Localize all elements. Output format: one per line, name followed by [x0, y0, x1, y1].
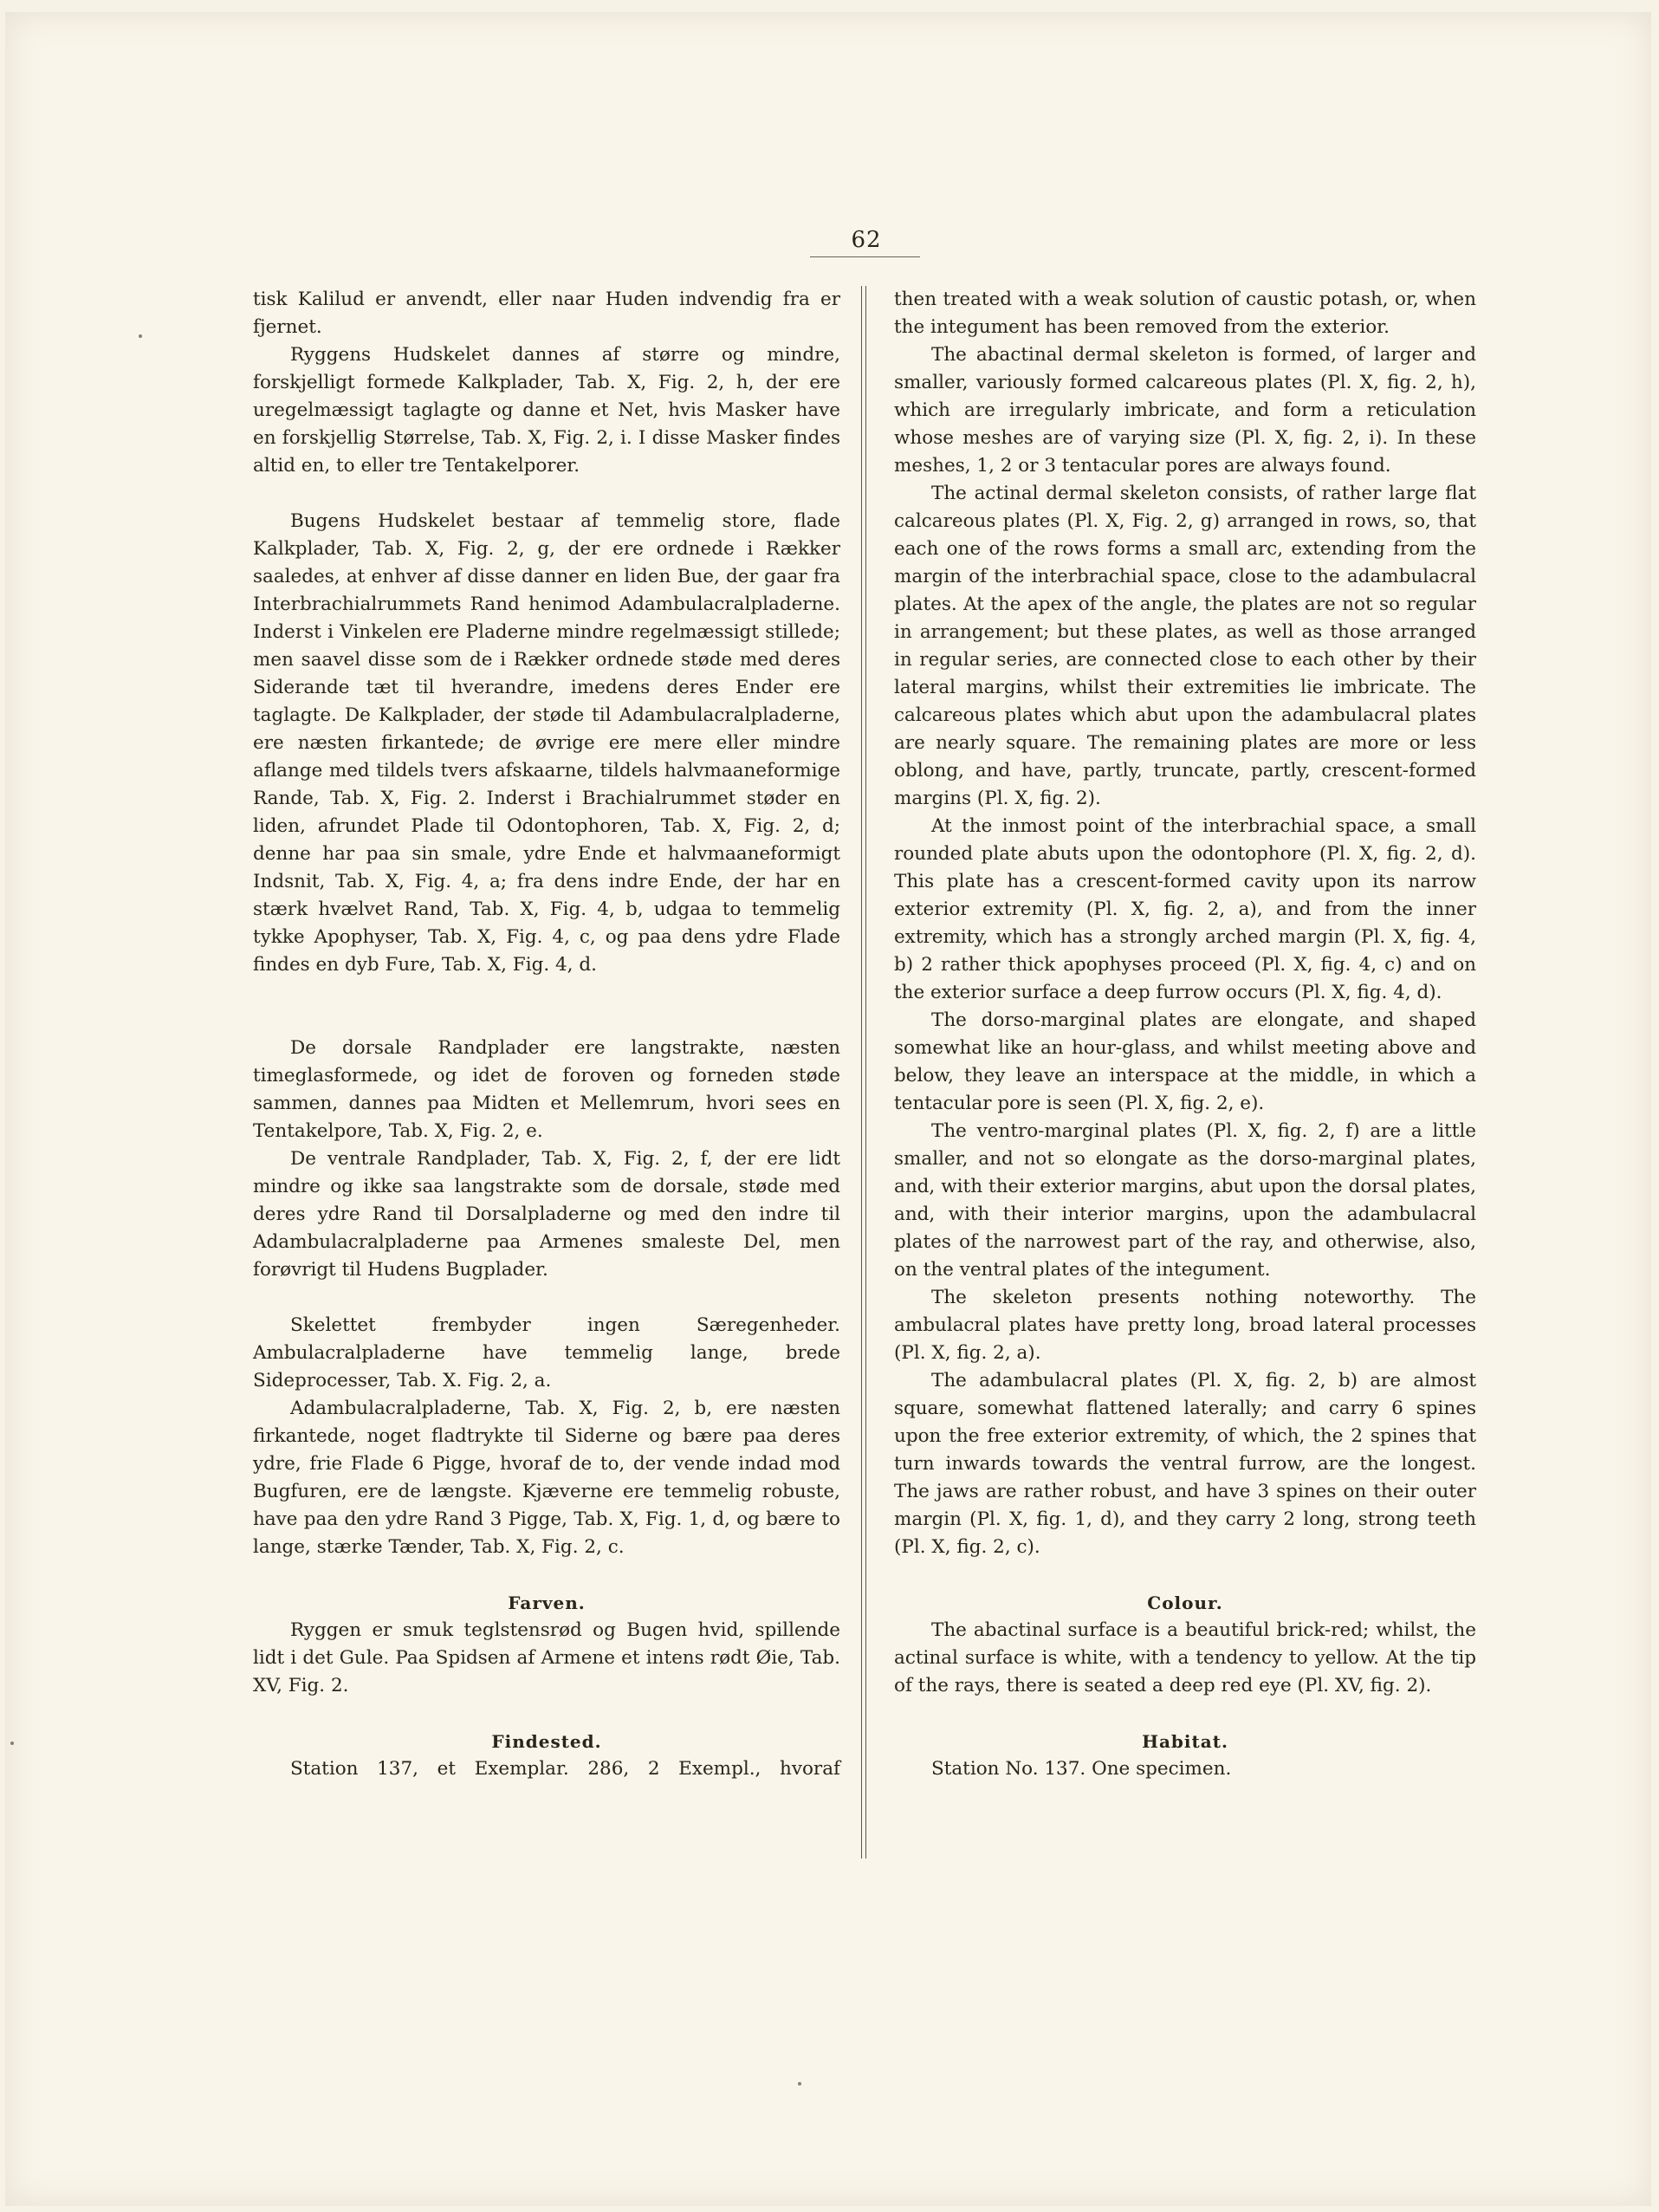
- paragraph: The dorso-marginal plates are elongate, and shaped somewhat like an hour-glass, and whilst meeting above and below, they leave an interspace at the middle, in which a tentacular pore is seen (Pl. X, fig. 2, e).: [894, 1009, 1476, 1114]
- paragraph: then treated with a weak solution of caustic potash, or, when the integument has been removed from the exterior.: [894, 289, 1476, 338]
- paragraph: Ryggens Hudskelet dannes af større og mindre, forskjelligt formede Kalkplader, Tab. X, Fig. 2, h, der ere uregelmæssigt taglagte og danne et Net, hvis Masker have en forskjellig Størrelse, Tab. X, Fig. 2, i. I disse Masker findes altid en, to eller tre Tentakelporer.: [253, 344, 840, 477]
- paragraph: Station 137, et Exemplar. 286, 2 Exempl., hvoraf: [290, 1758, 840, 1780]
- paragraph: The ventro-marginal plates (Pl. X, fig. 2, f) are a little smaller, and not so elongate as the dorso-marginal plates, and, with their exterior margins, abut upon the dorsal plates, and, with their interior margins, upon the adambulacral plates of the narrowest part of the ray, and otherwise, also, on the ventral plates of the integument.: [894, 1120, 1476, 1281]
- paragraph: The actinal dermal skeleton consists, of rather large flat calcareous plates (Pl. X, Fig. 2, g) arranged in rows, so, that each one of the rows forms a small arc, extending from the margin of the interbrachial space, close to the adambulacral plates. At the apex of the angle, the plates are not so regular in arrangement; but these plates, as well as those arranged in regular series, are connected close to each other by their lateral margins, whilst their extremities lie imbricate. The calcareous plates which abut upon the adambulacral plates are nearly square. The remaining plates are more or less oblong, and have, partly, truncate, partly, crescent-formed margins (Pl. X, fig. 2).: [894, 483, 1476, 809]
- column-divider: [865, 286, 866, 1858]
- section-heading-habitat: Findested.: [491, 1731, 602, 1752]
- paragraph: The skeleton presents nothing noteworthy. The ambulacral plates have pretty long, broad lateral processes (Pl. X, fig. 2, a).: [894, 1287, 1476, 1364]
- spacer: [253, 480, 840, 508]
- section-heading-habitat: Habitat.: [1142, 1731, 1228, 1752]
- spacer: [894, 1561, 1476, 1589]
- section-heading-colour: Farven.: [508, 1593, 586, 1613]
- paragraph: tisk Kalilud er anvendt, eller naar Huden indvendig fra er fjernet.: [253, 289, 840, 338]
- paragraph: Ryggen er smuk teglstensrød og Bugen hvid, spillende lidt i det Gule. Paa Spidsen af Armene et intens rødt Øie, Tab. XV, Fig. 2.: [253, 1619, 840, 1696]
- paper-speck: [139, 334, 142, 338]
- spacer: [253, 1561, 840, 1589]
- page-number-rule: [810, 256, 920, 257]
- spacer: [253, 1700, 840, 1728]
- spacer: [253, 1284, 840, 1312]
- paper-speck: [10, 1742, 14, 1745]
- paragraph: Bugens Hudskelet bestaar af temmelig store, flade Kalkplader, Tab. X, Fig. 2, g, der ere ordnede i Rækker saaledes, at enhver af disse danner en liden Bue, der gaar fra Interbrachialrummets Rand henimod Adambulacralpladerne. Inderst i Vinkelen ere Pladerne mindre regelmæssigt stillede; men saavel disse som de i Rækker ordnede støde med deres Siderande tæt til hverandre, imedens deres Ender ere taglagte. De Kalkplader, der støde til Adambulacralpladerne, ere næsten firkantede; de øvrige ere mere eller mindre aflange med tildels tvers afskaarne, tildels halvmaaneformige Rande, Tab. X, Fig. 2. Inderst i Brachialrummet støder en liden, afrundet Plade til Odontophoren, Tab. X, Fig. 2, d; denne har paa sin smale, ydre Ende et halvmaaneformigt Indsnit, Tab. X, Fig. 4, a; fra dens indre Ende, der har en stærk hvælvet Rand, Tab. X, Fig. 4, b, udgaa to temmelig tykke Apophyser, Tab. X, Fig. 4, c, og paa dens ydre Flade findes en dyb Fure, Tab. X, Fig. 4, d.: [253, 510, 840, 976]
- column-divider: [861, 286, 862, 1858]
- paper-speck: [798, 2082, 801, 2086]
- paragraph: De dorsale Randplader ere langstrakte, næsten timeglasformede, og idet de foroven og forneden støde sammen, dannes paa Midten et Mellemrum, hvori sees en Tentakelpore, Tab. X, Fig. 2, e.: [253, 1037, 840, 1142]
- paragraph: The adambulacral plates (Pl. X, fig. 2, b) are almost square, somewhat flattened laterally; and carry 6 spines upon the free exterior extremity, of which, the 2 spines that turn inwards towards the ventral furrow, are the longest. The jaws are rather robust, and have 3 spines on their outer margin (Pl. X, fig. 1, d), and they carry 2 long, strong teeth (Pl. X, fig. 2, c).: [894, 1370, 1476, 1558]
- paragraph: The abactinal dermal skeleton is formed, of larger and smaller, variously formed calcareous plates (Pl. X, fig. 2, h), which are irregularly imbricate, and form a reticulation whose meshes are of varying size (Pl. X, fig. 2, i). In these meshes, 1, 2 or 3 tentacular pores are always found.: [894, 344, 1476, 477]
- page-number: 62: [851, 227, 882, 253]
- spacer: [253, 979, 840, 1035]
- paragraph: At the inmost point of the interbrachial space, a small rounded plate abuts upon the odontophore (Pl. X, fig. 2, d). This plate has a crescent-formed cavity upon its narrow exterior extremity (Pl. X, fig. 2, a), and from the inner extremity, which has a strongly arched margin (Pl. X, fig. 4, b) 2 rather thick apophyses proceed (Pl. X, fig. 4, c) and on the exterior surface a deep furrow occurs (Pl. X, fig. 4, d).: [894, 815, 1476, 1003]
- paragraph: Adambulacralpladerne, Tab. X, Fig. 2, b, ere næsten firkantede, noget fladtrykte til Siderne og bære paa deres ydre, frie Flade 6 Pigge, hvoraf de to, der vende indad mod Bugfuren, ere de længste. Kjæverne ere temmelig robuste, have paa den ydre Rand 3 Pigge, Tab. X, Fig. 1, d, og bære to lange, stærke Tænder, Tab. X, Fig. 2, c.: [253, 1398, 840, 1558]
- english-column: [894, 286, 1476, 1783]
- paragraph: De ventrale Randplader, Tab. X, Fig. 2, f, der ere lidt mindre og ikke saa langstrakte som de dorsale, støde med deres ydre Rand til Dorsalpladerne og med den indre til Adambulacralpladerne paa Armenes smaleste Del, men forøvrigt til Hudens Bugplader.: [253, 1148, 840, 1281]
- paragraph: Skelettet frembyder ingen Særegenheder. Ambulacralpladerne have temmelig lange, brede Sideprocesser, Tab. X. Fig. 2, a.: [253, 1314, 840, 1391]
- spacer: [894, 1700, 1476, 1728]
- paragraph: The abactinal surface is a beautiful brick-red; whilst, the actinal surface is white, with a tendency to yellow. At the tip of the rays, there is seated a deep red eye (Pl. XV, fig. 2).: [894, 1619, 1476, 1696]
- danish-column: [253, 286, 840, 1783]
- section-heading-colour: Colour.: [1147, 1593, 1223, 1613]
- paragraph: Station No. 137. One specimen.: [931, 1758, 1232, 1780]
